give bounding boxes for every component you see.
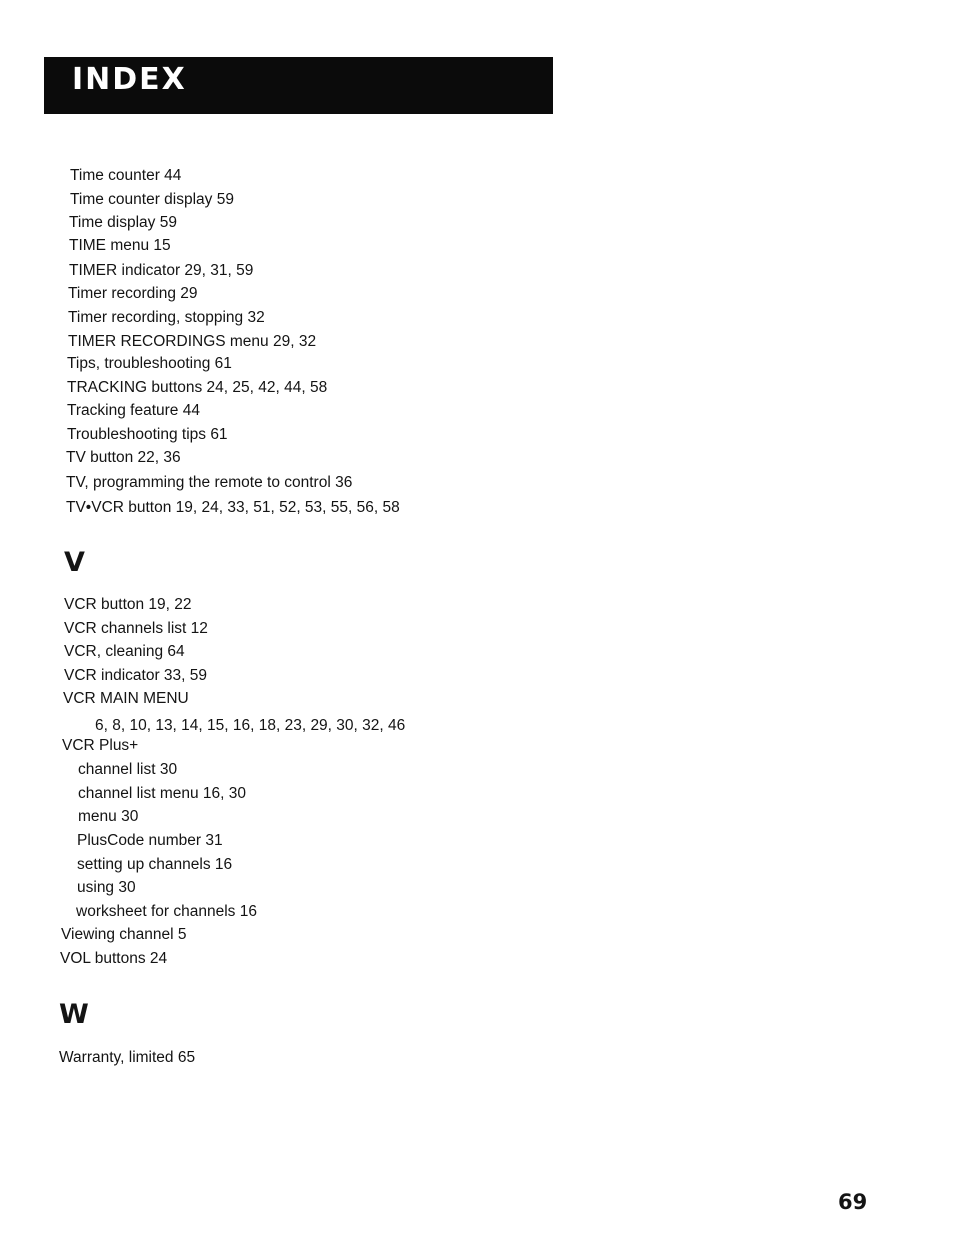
index-entry: TV, programming the remote to control 36 <box>66 474 353 491</box>
index-subentry: channel list 30 <box>78 761 178 778</box>
section-letter-w: W <box>59 999 89 1030</box>
index-subentry: 6, 8, 10, 13, 14, 15, 16, 18, 23, 29, 30, 32, 46 <box>95 717 406 734</box>
index-entry: Time counter 44 <box>70 167 182 184</box>
index-entry: Time counter display 59 <box>70 191 234 208</box>
index-entry: VCR MAIN MENU <box>63 690 189 707</box>
index-entry: Timer recording 29 <box>68 285 198 302</box>
index-entry: VCR button 19, 22 <box>64 596 192 613</box>
index-entry: VCR indicator 33, 59 <box>64 667 208 684</box>
section-letter-v: V <box>64 547 85 578</box>
index-entry: TIME menu 15 <box>69 237 171 254</box>
index-entry: Tips, troubleshooting 61 <box>67 355 232 372</box>
index-entry: Viewing channel 5 <box>61 926 187 943</box>
index-entry: TRACKING buttons 24, 25, 42, 44, 58 <box>67 379 328 396</box>
index-entry: Timer recording, stopping 32 <box>68 309 265 326</box>
index-subentry: using 30 <box>77 879 136 896</box>
page-title: INDEX <box>72 62 187 97</box>
index-entry: VCR Plus+ <box>62 737 139 754</box>
index-entry: VCR, cleaning 64 <box>64 643 185 660</box>
index-entry: TIMER indicator 29, 31, 59 <box>69 262 254 279</box>
index-subentry: worksheet for channels 16 <box>76 903 257 920</box>
index-entry: VOL buttons 24 <box>60 950 168 967</box>
page-number: 69 <box>838 1190 868 1214</box>
index-entry: Time display 59 <box>69 214 177 231</box>
index-entry: VCR channels list 12 <box>64 620 208 637</box>
index-entry: Warranty, limited 65 <box>59 1049 196 1066</box>
index-entry: Tracking feature 44 <box>67 402 200 419</box>
index-entry: TIMER RECORDINGS menu 29, 32 <box>68 333 317 350</box>
index-entry: Troubleshooting tips 61 <box>67 426 228 443</box>
index-subentry: channel list menu 16, 30 <box>78 785 247 802</box>
index-subentry: menu 30 <box>78 808 139 825</box>
index-subentry: setting up channels 16 <box>77 856 233 873</box>
index-header-banner <box>44 57 553 114</box>
index-entry: TV button 22, 36 <box>66 449 181 466</box>
index-subentry: PlusCode number 31 <box>77 832 223 849</box>
index-entry: TV•VCR button 19, 24, 33, 51, 52, 53, 55, 56, 58 <box>66 499 400 516</box>
